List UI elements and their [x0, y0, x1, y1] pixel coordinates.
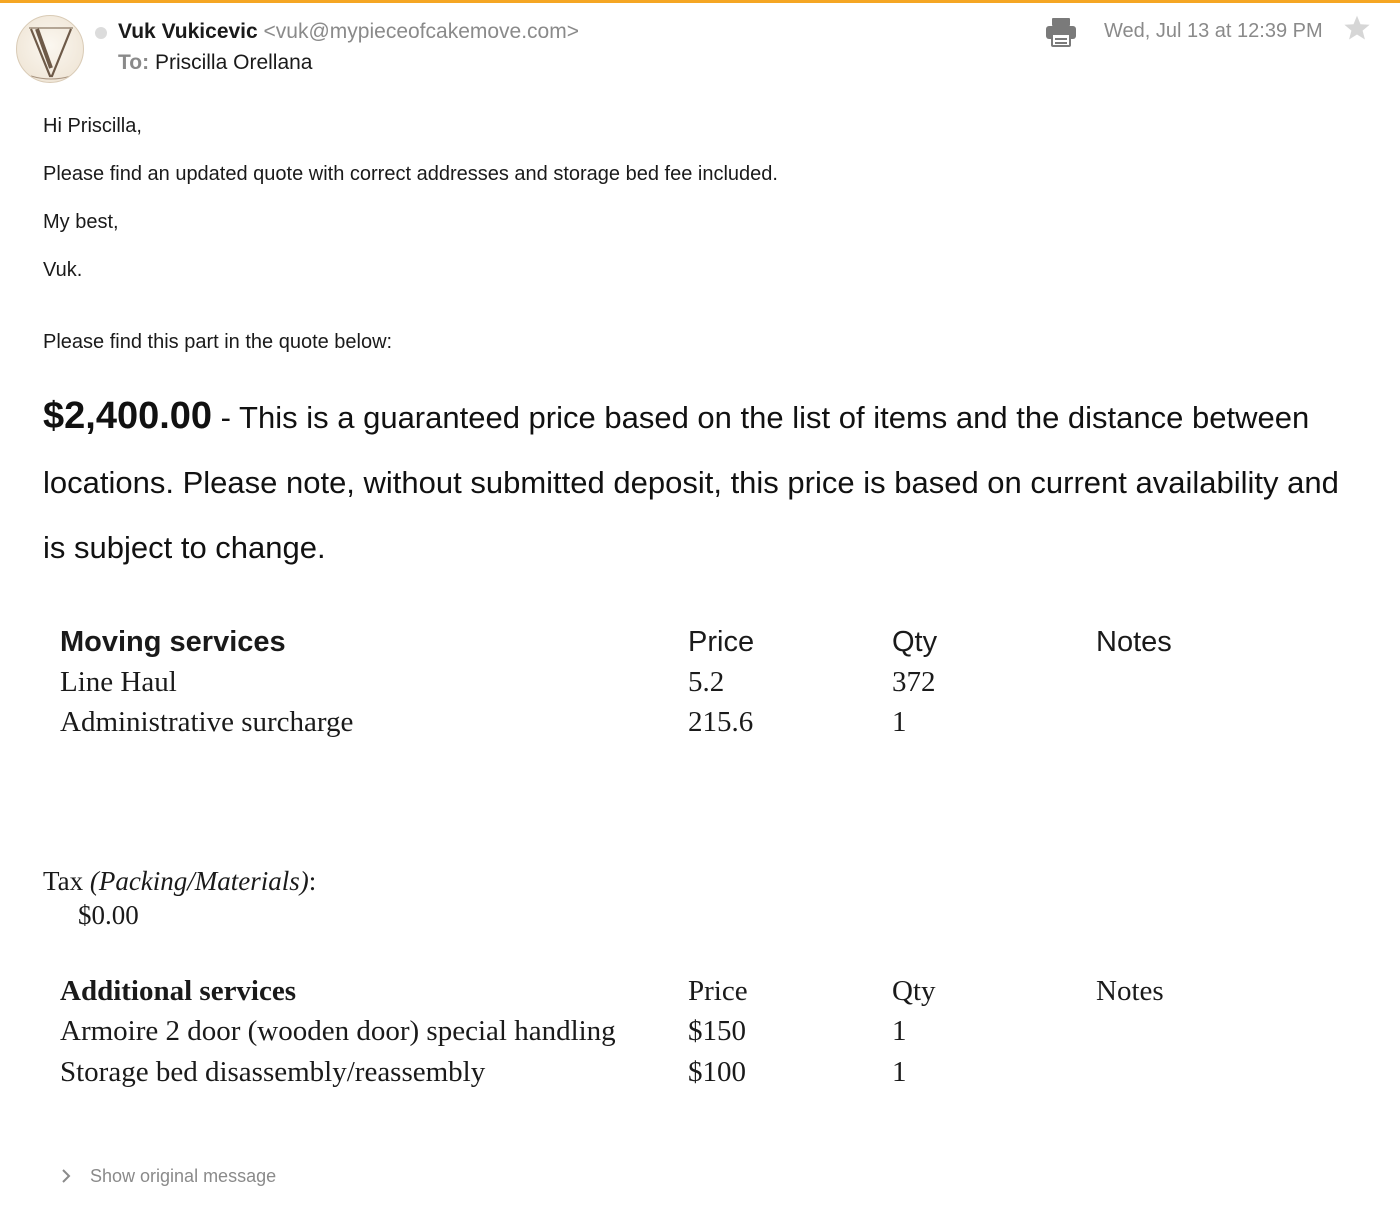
- quote-intro-text: Please find this part in the quote below:: [43, 331, 393, 353]
- service-qty: 1: [892, 1015, 907, 1047]
- tax-label: [43, 864, 316, 898]
- table-row: [60, 702, 1260, 742]
- signature-text: Vuk.: [43, 259, 83, 281]
- signoff-text: My best,: [43, 211, 119, 233]
- service-name: Administrative surcharge: [60, 706, 354, 738]
- message-line: Please find an updated quote with correct addresses and storage bed fee included.: [43, 163, 778, 185]
- service-qty: 372: [892, 666, 936, 698]
- top-accent-bar: [0, 0, 1400, 3]
- show-original-label[interactable]: Show original message: [90, 1166, 277, 1186]
- service-name: Storage bed disassembly/reassembly: [60, 1056, 486, 1088]
- table-header-row: [60, 971, 1260, 1011]
- sender-email[interactable]: <vuk@mypieceofcakemove.com>: [263, 20, 579, 43]
- to-label: To:: [118, 51, 150, 74]
- table-row: [60, 662, 1260, 702]
- additional-services-table: [60, 971, 1260, 1093]
- guaranteed-price-paragraph: [43, 384, 1343, 580]
- star-icon[interactable]: [1343, 14, 1371, 42]
- sender-name[interactable]: Vuk Vukicevic: [118, 20, 258, 43]
- header-price: Price: [688, 975, 748, 1007]
- service-qty: 1: [892, 706, 907, 738]
- show-original-message-link[interactable]: [60, 1164, 276, 1188]
- header-moving-services: Moving services: [60, 626, 286, 658]
- header-price: Price: [688, 626, 755, 658]
- table-row: [60, 1052, 1260, 1093]
- header-qty: Qty: [892, 626, 938, 658]
- tax-label-suffix: :: [308, 866, 317, 896]
- greeting-text: Hi Priscilla,: [43, 115, 142, 137]
- tax-label-category: (Packing/Materials): [89, 866, 309, 896]
- table-row: [60, 1011, 1260, 1052]
- sent-date: Wed, Jul 13 at 12:39 PM: [1104, 20, 1323, 42]
- total-price: $2,400.00: [43, 395, 213, 437]
- tax-label-prefix: Tax: [43, 866, 90, 896]
- service-price: $150: [688, 1015, 746, 1047]
- header-notes: Notes: [1096, 975, 1164, 1007]
- header-additional-services: Additional services: [60, 975, 297, 1007]
- price-description: - This is a guaranteed price based on the list of items and the distance between locations. Please note, without submitted deposit, this price is based on current availability and is subject to change.: [43, 400, 1339, 565]
- service-qty: 1: [892, 1056, 907, 1088]
- recipient-line: [118, 50, 313, 76]
- header-qty: Qty: [892, 975, 936, 1007]
- service-name: Line Haul: [60, 666, 177, 698]
- service-price: 5.2: [688, 666, 725, 698]
- chevron-right-icon: [60, 1168, 72, 1184]
- sender[interactable]: [118, 19, 579, 45]
- moving-services-table: [60, 622, 1260, 742]
- tax-value: $0.00: [78, 900, 139, 930]
- service-price: 215.6: [688, 706, 754, 738]
- header-notes: Notes: [1096, 626, 1172, 658]
- avatar-monogram-icon: [17, 16, 84, 83]
- presence-status-dot: [95, 27, 107, 39]
- service-name: Armoire 2 door (wooden door) special handling: [60, 1015, 616, 1047]
- printer-icon[interactable]: [1045, 17, 1077, 47]
- avatar: [16, 15, 84, 83]
- table-header-row: [60, 622, 1260, 662]
- service-price: $100: [688, 1056, 746, 1088]
- recipient-name[interactable]: Priscilla Orellana: [154, 51, 313, 74]
